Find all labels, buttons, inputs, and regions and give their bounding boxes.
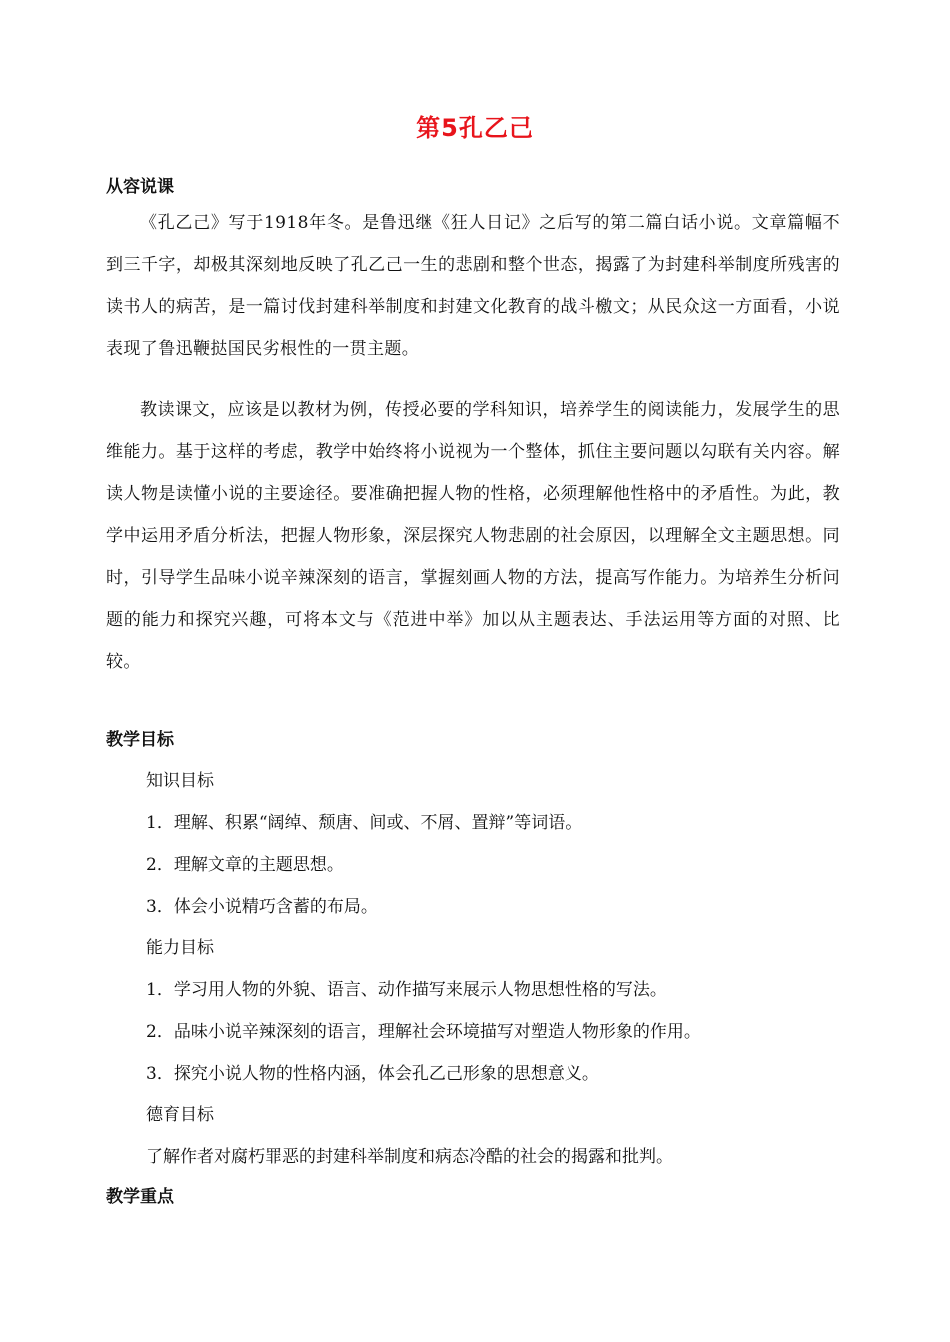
ability-goal-item: 1．学习用人物的外貌、语言、动作描写来展示人物思想性格的写法。 (146, 980, 667, 1000)
ability-goals-label: 能力目标 (146, 938, 214, 958)
intro-paragraph-1: 《孔乙己》写于1918年冬。是鲁迅继《狂人日记》之后写的第二篇白话小说。文章篇幅不到三千字，却极其深刻地反映了孔乙己一生的悲剧和整个世态，揭露了为封建科举制度所残害的读书人的病苦，是一篇讨伐封建科举制度和封建文化教育的战斗檄文；从民众这一方面看，小说表现了鲁迅鞭挞国民劣根性的一贯主题。 (106, 213, 840, 359)
knowledge-goal-item: 3．体会小说精巧含蓄的布局。 (146, 897, 378, 917)
section-heading-goals: 教学目标 (106, 730, 174, 750)
section-heading-key-points: 教学重点 (106, 1187, 174, 1207)
knowledge-goals-label: 知识目标 (146, 771, 214, 791)
intro-paragraph-2: 教读课文，应该是以教材为例，传授必要的学科知识，培养学生的阅读能力，发展学生的思维能力。基于这样的考虑，教学中始终将小说视为一个整体，抓住主要问题以勾联有关内容。解读人物是读懂小说的主要途径。要准确把握人物的性格，必须理解他性格中的矛盾性。为此，教学中运用矛盾分析法，把握人物形象，深层探究人物悲剧的社会原因，以理解全文主题思想。同时，引导学生品味小说辛辣深刻的语言，掌握刻画人物的方法，提高写作能力。为培养生分析问题的能力和探究兴趣，可将本文与《范进中举》加以从主题表达、手法运用等方面的对照、比较。 (106, 400, 840, 672)
document-title: 第5孔乙己 (416, 114, 534, 142)
ability-goal-item: 2．品味小说辛辣深刻的语言，理解社会环境描写对塑造人物形象的作用。 (146, 1022, 701, 1042)
knowledge-goal-item: 2．理解文章的主题思想。 (146, 855, 344, 875)
moral-goals-label: 德育目标 (146, 1105, 214, 1125)
ability-goal-item: 3．探究小说人物的性格内涵，体会孔乙己形象的思想意义。 (146, 1064, 599, 1084)
knowledge-goal-item: 1．理解、积累“阔绰、颓唐、间或、不屑、置辩”等词语。 (146, 813, 583, 833)
section-heading-intro: 从容说课 (106, 177, 174, 197)
moral-goal-text: 了解作者对腐朽罪恶的封建科举制度和病态冷酷的社会的揭露和批判。 (146, 1147, 673, 1167)
